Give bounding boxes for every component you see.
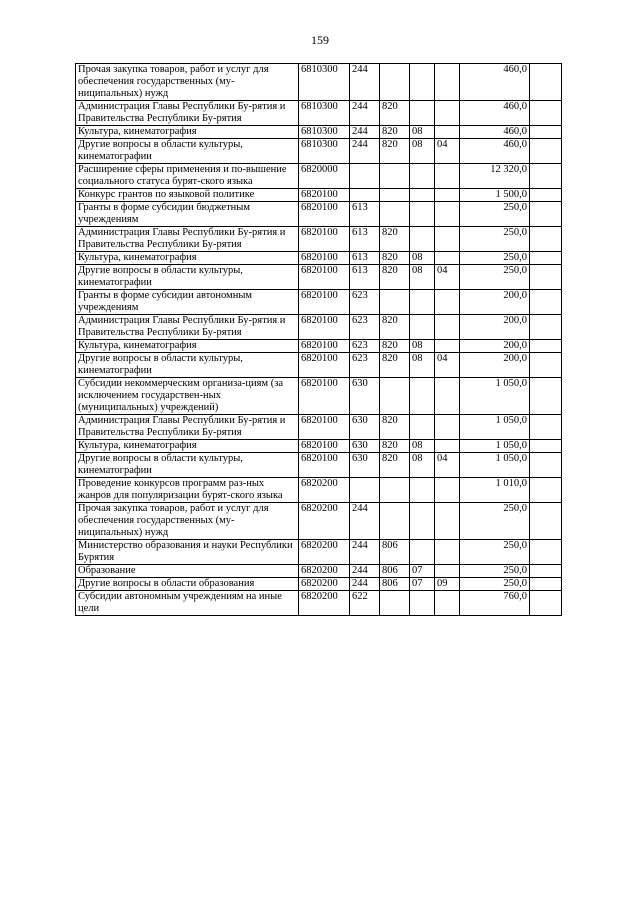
cell-amount: 200,0	[460, 290, 530, 315]
cell-name: Проведение конкурсов программ раз-ных жанров для популяризации бурят-ского языка	[76, 478, 299, 503]
cell-subsection	[435, 227, 460, 252]
cell-name: Другие вопросы в области культуры, кинематографии	[76, 139, 299, 164]
cell-subsection	[435, 189, 460, 202]
cell-department	[380, 378, 410, 415]
cell-target-article: 6820100	[299, 415, 350, 440]
cell-amount: 460,0	[460, 64, 530, 101]
cell-amount: 250,0	[460, 252, 530, 265]
cell-department: 820	[380, 101, 410, 126]
table-body	[76, 64, 562, 616]
cell-department: 820	[380, 126, 410, 139]
table-row	[76, 503, 562, 540]
cell-name: Другие вопросы в области культуры, кинематографии	[76, 453, 299, 478]
table-row	[76, 315, 562, 340]
cell-amount: 1 050,0	[460, 453, 530, 478]
cell-amount: 460,0	[460, 101, 530, 126]
cell-subsection: 04	[435, 453, 460, 478]
cell-department	[380, 591, 410, 616]
table-row	[76, 189, 562, 202]
cell-name: Прочая закупка товаров, работ и услуг для обеспечения государственных (му-ниципальных) нужд	[76, 64, 299, 101]
cell-expense-type: 630	[350, 415, 380, 440]
cell-subsection	[435, 126, 460, 139]
table-row	[76, 591, 562, 616]
cell-name: Гранты в форме субсидии автономным учреждениям	[76, 290, 299, 315]
cell-section: 08	[410, 340, 435, 353]
cell-name: Администрация Главы Республики Бу-рятия и Правительства Республики Бу-рятия	[76, 315, 299, 340]
cell-department: 806	[380, 540, 410, 565]
table-row	[76, 265, 562, 290]
cell-section: 08	[410, 252, 435, 265]
cell-target-article: 6820100	[299, 189, 350, 202]
cell-section: 08	[410, 440, 435, 453]
cell-department	[380, 189, 410, 202]
table-row	[76, 440, 562, 453]
cell-expense-type: 613	[350, 202, 380, 227]
cell-subsection	[435, 164, 460, 189]
cell-expense-type: 623	[350, 315, 380, 340]
cell-name: Культура, кинематография	[76, 126, 299, 139]
cell-target-article: 6820200	[299, 591, 350, 616]
table-row	[76, 353, 562, 378]
cell-name: Администрация Главы Республики Бу-рятия и Правительства Республики Бу-рятия	[76, 227, 299, 252]
cell-target-article: 6820100	[299, 227, 350, 252]
cell-amount: 250,0	[460, 540, 530, 565]
cell-department	[380, 503, 410, 540]
cell-department: 806	[380, 565, 410, 578]
cell-target-article: 6820200	[299, 478, 350, 503]
cell-empty	[530, 453, 562, 478]
cell-empty	[530, 227, 562, 252]
cell-subsection	[435, 415, 460, 440]
cell-name: Культура, кинематография	[76, 440, 299, 453]
cell-empty	[530, 202, 562, 227]
cell-expense-type: 244	[350, 126, 380, 139]
cell-name: Другие вопросы в области культуры, кинематографии	[76, 265, 299, 290]
cell-subsection	[435, 340, 460, 353]
cell-name: Администрация Главы Республики Бу-рятия и Правительства Республики Бу-рятия	[76, 415, 299, 440]
cell-subsection	[435, 64, 460, 101]
table-row	[76, 415, 562, 440]
table-row	[76, 578, 562, 591]
cell-name: Прочая закупка товаров, работ и услуг для обеспечения государственных (му-ниципальных) нужд	[76, 503, 299, 540]
cell-expense-type: 630	[350, 378, 380, 415]
table-row	[76, 540, 562, 565]
cell-expense-type: 244	[350, 540, 380, 565]
cell-amount: 1 500,0	[460, 189, 530, 202]
cell-name: Администрация Главы Республики Бу-рятия и Правительства Республики Бу-рятия	[76, 101, 299, 126]
cell-department: 820	[380, 139, 410, 164]
cell-amount: 1 050,0	[460, 378, 530, 415]
cell-department	[380, 64, 410, 101]
cell-section	[410, 227, 435, 252]
cell-section	[410, 540, 435, 565]
cell-amount: 250,0	[460, 265, 530, 290]
cell-section	[410, 101, 435, 126]
cell-department: 820	[380, 353, 410, 378]
cell-empty	[530, 252, 562, 265]
cell-amount: 460,0	[460, 126, 530, 139]
cell-name: Другие вопросы в области образования	[76, 578, 299, 591]
cell-department	[380, 290, 410, 315]
table-row	[76, 227, 562, 252]
cell-target-article: 6820100	[299, 340, 350, 353]
cell-section	[410, 164, 435, 189]
cell-target-article: 6820100	[299, 265, 350, 290]
table-row	[76, 101, 562, 126]
cell-name: Гранты в форме субсидии бюджетным учреждениям	[76, 202, 299, 227]
cell-department	[380, 164, 410, 189]
cell-section	[410, 315, 435, 340]
cell-expense-type: 244	[350, 139, 380, 164]
cell-section	[410, 503, 435, 540]
cell-empty	[530, 440, 562, 453]
cell-amount: 250,0	[460, 202, 530, 227]
cell-expense-type: 613	[350, 265, 380, 290]
cell-section: 07	[410, 578, 435, 591]
cell-empty	[530, 164, 562, 189]
table-row	[76, 453, 562, 478]
table-row	[76, 202, 562, 227]
cell-empty	[530, 540, 562, 565]
cell-department: 820	[380, 315, 410, 340]
cell-target-article: 6820000	[299, 164, 350, 189]
cell-empty	[530, 265, 562, 290]
cell-amount: 250,0	[460, 565, 530, 578]
cell-empty	[530, 565, 562, 578]
cell-name: Конкурс грантов по языковой политике	[76, 189, 299, 202]
cell-empty	[530, 315, 562, 340]
cell-expense-type: 623	[350, 290, 380, 315]
cell-expense-type: 630	[350, 453, 380, 478]
cell-name: Культура, кинематография	[76, 340, 299, 353]
cell-amount: 460,0	[460, 139, 530, 164]
cell-name: Субсидии некоммерческим организа-циям (за исключением государствен-ных (муниципальных) учреждений)	[76, 378, 299, 415]
cell-department: 820	[380, 265, 410, 290]
cell-expense-type: 244	[350, 101, 380, 126]
table-row	[76, 252, 562, 265]
cell-expense-type: 244	[350, 64, 380, 101]
cell-empty	[530, 290, 562, 315]
cell-section	[410, 64, 435, 101]
cell-empty	[530, 378, 562, 415]
cell-section: 08	[410, 265, 435, 290]
cell-section	[410, 189, 435, 202]
cell-section	[410, 415, 435, 440]
cell-subsection	[435, 290, 460, 315]
cell-subsection	[435, 202, 460, 227]
cell-empty	[530, 353, 562, 378]
cell-target-article: 6820100	[299, 315, 350, 340]
cell-name: Субсидии автономным учреждениям на иные цели	[76, 591, 299, 616]
cell-amount: 250,0	[460, 578, 530, 591]
cell-department: 820	[380, 440, 410, 453]
cell-section: 08	[410, 126, 435, 139]
cell-subsection	[435, 503, 460, 540]
cell-name: Расширение сферы применения и по-вышение социального статуса бурят-ского языка	[76, 164, 299, 189]
cell-expense-type	[350, 189, 380, 202]
cell-subsection: 04	[435, 265, 460, 290]
cell-empty	[530, 478, 562, 503]
cell-department	[380, 202, 410, 227]
table-row	[76, 340, 562, 353]
cell-empty	[530, 503, 562, 540]
cell-target-article: 6810300	[299, 126, 350, 139]
cell-name: Образование	[76, 565, 299, 578]
cell-subsection	[435, 378, 460, 415]
cell-target-article: 6820100	[299, 353, 350, 378]
cell-target-article: 6820100	[299, 378, 350, 415]
cell-amount: 12 320,0	[460, 164, 530, 189]
table-row	[76, 164, 562, 189]
cell-expense-type: 622	[350, 591, 380, 616]
cell-amount: 250,0	[460, 503, 530, 540]
cell-department: 820	[380, 252, 410, 265]
cell-target-article: 6810300	[299, 101, 350, 126]
cell-section	[410, 202, 435, 227]
cell-target-article: 6820200	[299, 578, 350, 591]
table-row	[76, 565, 562, 578]
cell-section: 08	[410, 139, 435, 164]
cell-target-article: 6820100	[299, 252, 350, 265]
cell-name: Другие вопросы в области культуры, кинематографии	[76, 353, 299, 378]
cell-target-article: 6820100	[299, 290, 350, 315]
cell-target-article: 6820200	[299, 565, 350, 578]
cell-subsection: 04	[435, 353, 460, 378]
budget-table	[75, 63, 562, 616]
cell-name: Министерство образования и науки Республики Бурятия	[76, 540, 299, 565]
cell-target-article: 6810300	[299, 64, 350, 101]
cell-expense-type	[350, 478, 380, 503]
cell-empty	[530, 340, 562, 353]
cell-department: 820	[380, 453, 410, 478]
cell-target-article: 6820100	[299, 440, 350, 453]
cell-empty	[530, 101, 562, 126]
cell-section	[410, 591, 435, 616]
cell-empty	[530, 139, 562, 164]
cell-expense-type: 623	[350, 353, 380, 378]
cell-subsection	[435, 540, 460, 565]
cell-expense-type: 613	[350, 227, 380, 252]
cell-empty	[530, 578, 562, 591]
cell-section	[410, 290, 435, 315]
cell-target-article: 6820100	[299, 202, 350, 227]
table-row	[76, 126, 562, 139]
cell-target-article: 6820200	[299, 540, 350, 565]
cell-department: 806	[380, 578, 410, 591]
cell-subsection	[435, 101, 460, 126]
cell-empty	[530, 415, 562, 440]
table-row	[76, 64, 562, 101]
cell-department: 820	[380, 227, 410, 252]
cell-expense-type: 244	[350, 578, 380, 591]
cell-empty	[530, 591, 562, 616]
cell-department	[380, 478, 410, 503]
cell-empty	[530, 189, 562, 202]
table-row	[76, 478, 562, 503]
cell-subsection	[435, 565, 460, 578]
cell-expense-type: 630	[350, 440, 380, 453]
cell-empty	[530, 64, 562, 101]
cell-subsection	[435, 591, 460, 616]
cell-section: 08	[410, 353, 435, 378]
page-number: 159	[311, 33, 329, 47]
cell-subsection	[435, 252, 460, 265]
cell-section	[410, 378, 435, 415]
table-row	[76, 378, 562, 415]
cell-subsection	[435, 440, 460, 453]
cell-section: 07	[410, 565, 435, 578]
cell-amount: 200,0	[460, 340, 530, 353]
cell-target-article: 6810300	[299, 139, 350, 164]
cell-expense-type: 244	[350, 565, 380, 578]
cell-section: 08	[410, 453, 435, 478]
table-row	[76, 139, 562, 164]
cell-amount: 200,0	[460, 353, 530, 378]
cell-amount: 250,0	[460, 227, 530, 252]
cell-expense-type: 613	[350, 252, 380, 265]
cell-name: Культура, кинематография	[76, 252, 299, 265]
cell-amount: 1 050,0	[460, 415, 530, 440]
cell-empty	[530, 126, 562, 139]
cell-expense-type: 244	[350, 503, 380, 540]
cell-amount: 760,0	[460, 591, 530, 616]
cell-amount: 1 010,0	[460, 478, 530, 503]
table-row	[76, 290, 562, 315]
cell-subsection	[435, 315, 460, 340]
cell-amount: 1 050,0	[460, 440, 530, 453]
cell-target-article: 6820200	[299, 503, 350, 540]
cell-subsection	[435, 478, 460, 503]
cell-subsection: 04	[435, 139, 460, 164]
cell-expense-type	[350, 164, 380, 189]
cell-department: 820	[380, 340, 410, 353]
cell-expense-type: 623	[350, 340, 380, 353]
cell-subsection: 09	[435, 578, 460, 591]
cell-section	[410, 478, 435, 503]
cell-target-article: 6820100	[299, 453, 350, 478]
cell-amount: 200,0	[460, 315, 530, 340]
cell-department: 820	[380, 415, 410, 440]
